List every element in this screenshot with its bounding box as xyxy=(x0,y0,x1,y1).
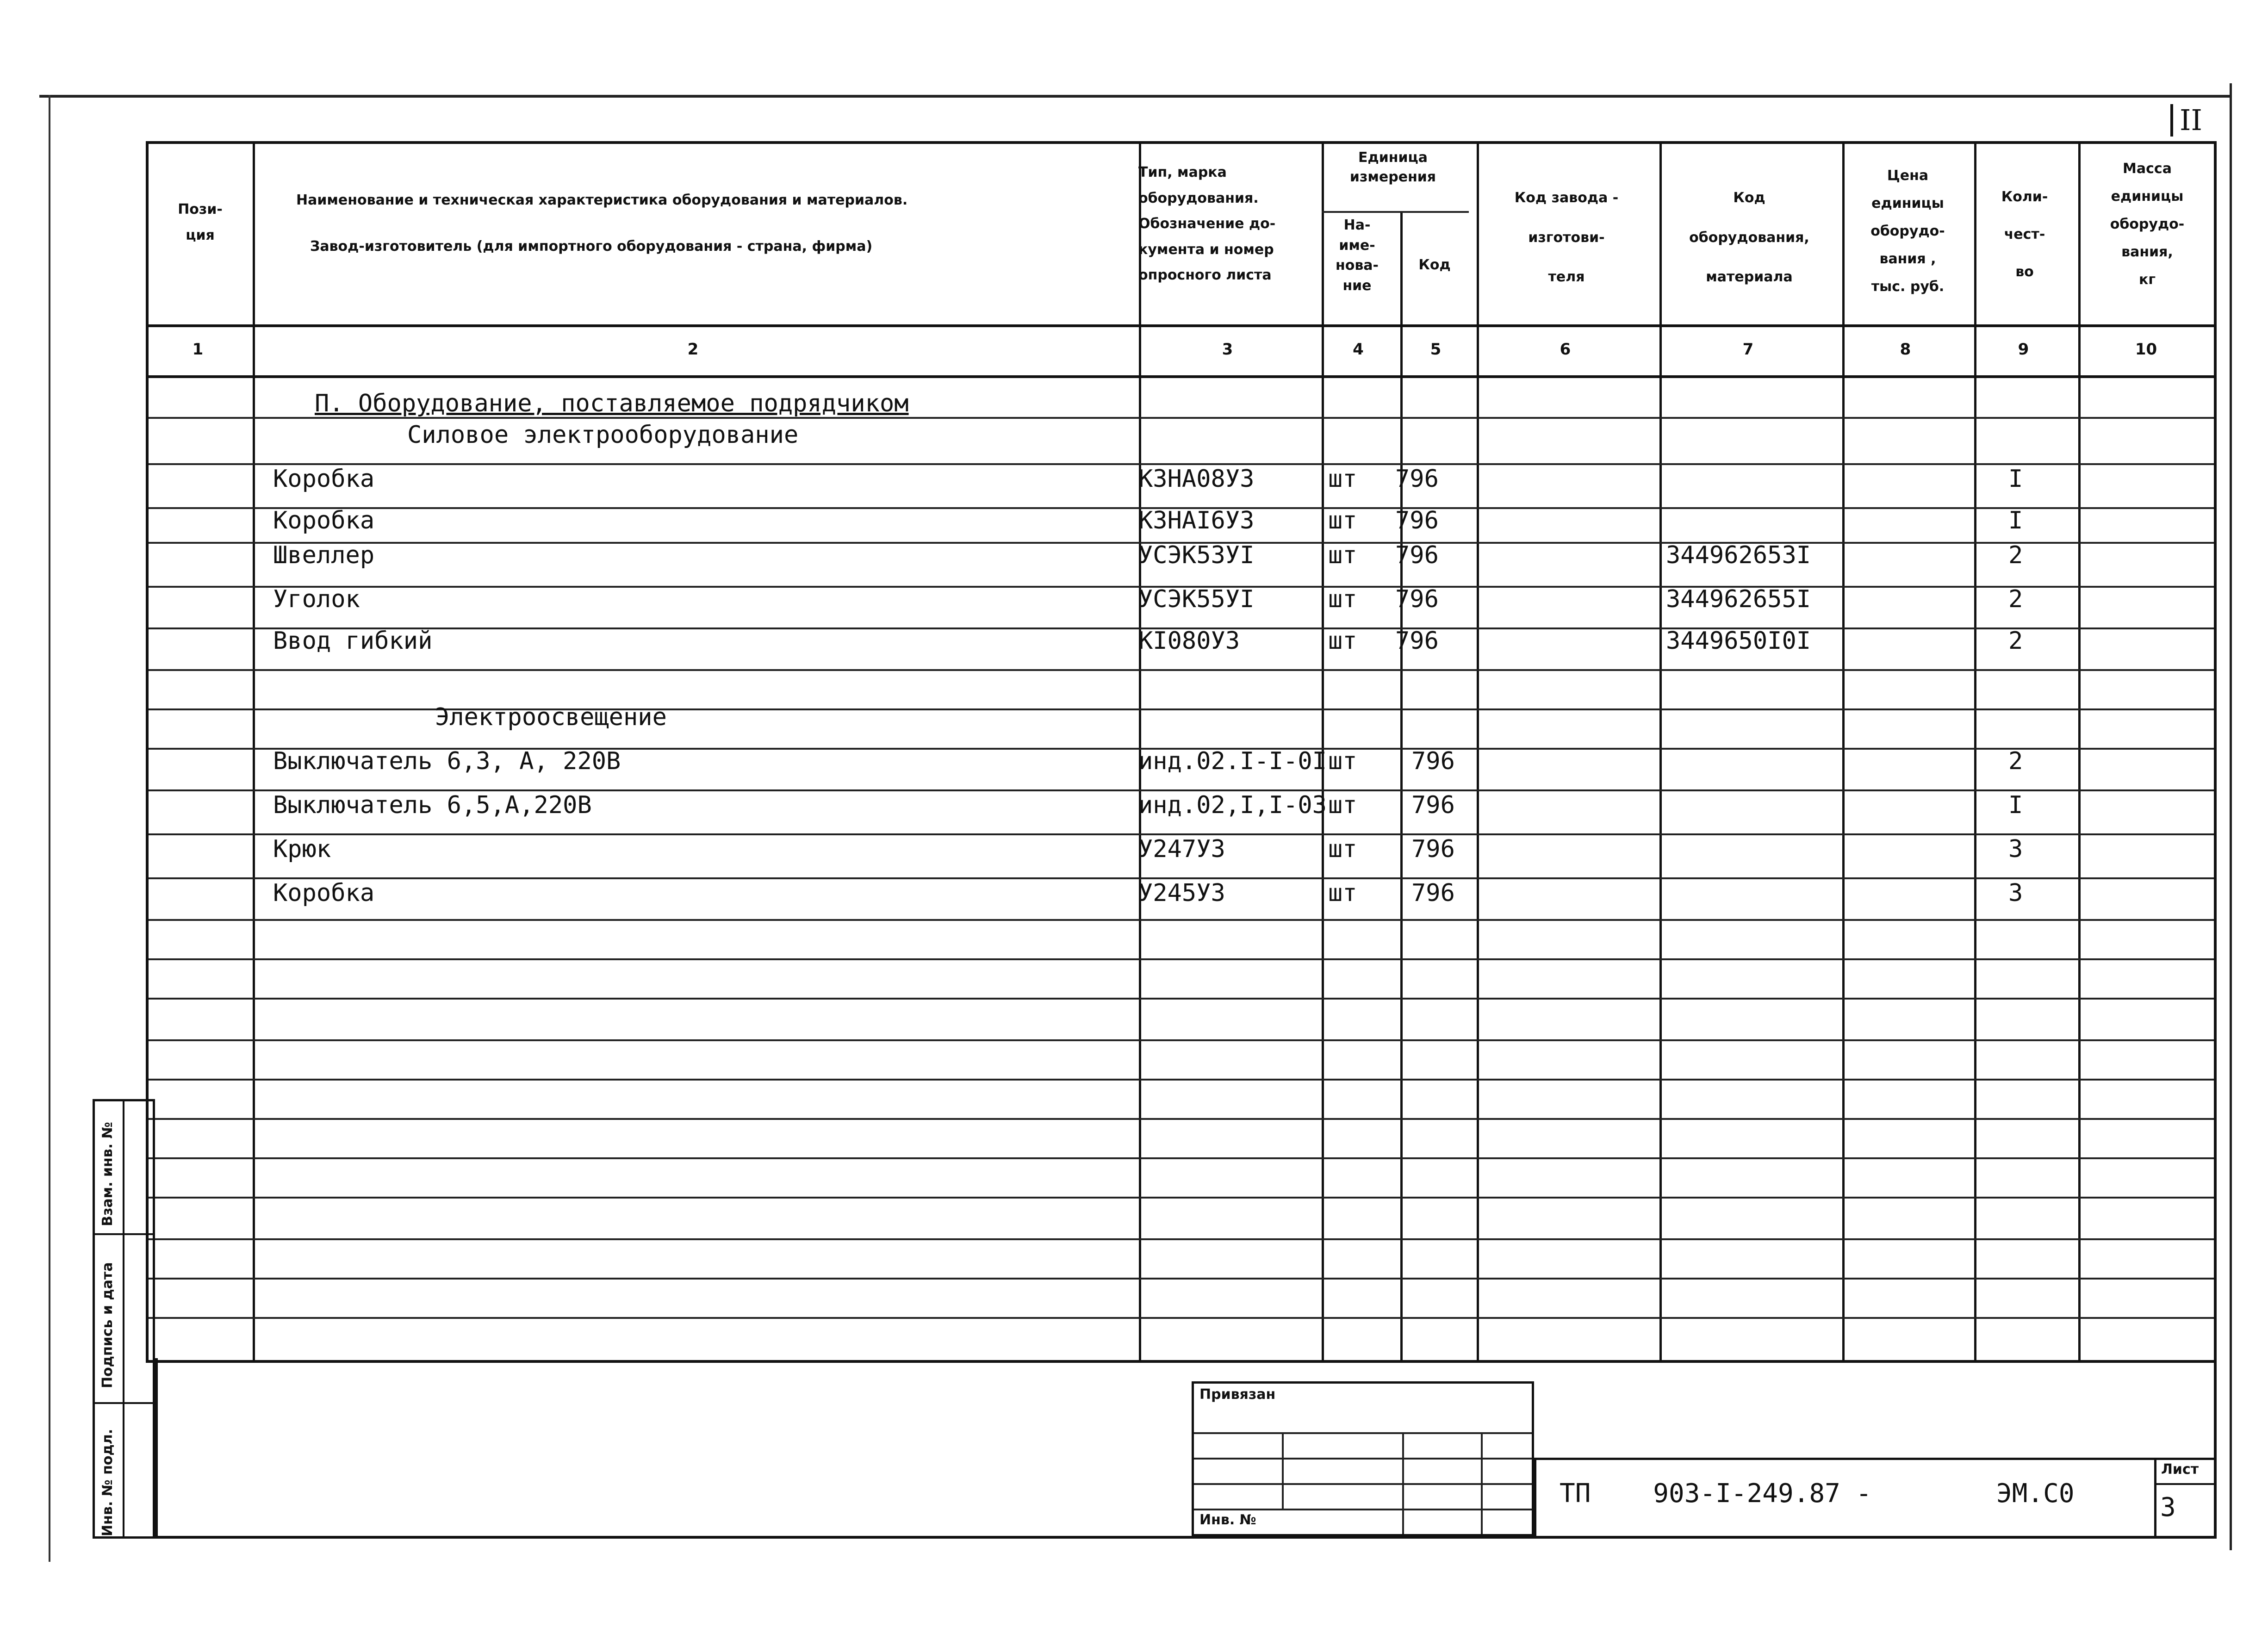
item-quantity: I xyxy=(2008,507,2023,534)
item-unit-code: 796 xyxy=(1395,465,1439,493)
header-mass: Масса единицы оборудо- вания, кг xyxy=(2110,161,2185,288)
item-name: Швеллер xyxy=(273,541,375,569)
header-name-line2: Завод-изготовитель (для импортного оборудования - страна, фирма) xyxy=(310,238,873,255)
binding-block xyxy=(1192,1381,1534,1536)
col-divider xyxy=(1400,211,1403,1360)
item-quantity: I xyxy=(2008,465,2023,493)
item-name: Уголок xyxy=(273,585,360,613)
item-type: УСЭК53УI xyxy=(1138,541,1255,569)
item-type: инд.02.I-I-0I xyxy=(1138,747,1327,775)
item-quantity: I xyxy=(2008,791,2023,819)
item-unit: шт xyxy=(1328,791,1357,819)
item-unit-code: 796 xyxy=(1395,627,1439,655)
item-unit-code: 796 xyxy=(1395,541,1439,569)
binding-label: Привязан xyxy=(1199,1386,1276,1403)
item-equip-code: 3449650I0I xyxy=(1666,627,1811,655)
col-number: 2 xyxy=(687,340,699,359)
item-type: У247УЗ xyxy=(1138,835,1225,863)
col-number: 8 xyxy=(1900,340,1911,359)
item-quantity: 2 xyxy=(2008,747,2023,775)
item-unit: шт xyxy=(1328,541,1357,569)
header-plant-code: Код завода - изготови- теля xyxy=(1514,190,1619,285)
col-number: 4 xyxy=(1353,340,1364,359)
col-number: 10 xyxy=(2135,340,2157,359)
header-position: Пози- ция xyxy=(178,201,223,243)
item-type: У245УЗ xyxy=(1138,879,1225,907)
section-title-power: Силовое электрооборудование xyxy=(407,421,799,449)
section-title-lighting: Электроосвещение xyxy=(435,703,667,731)
item-name: Выключатель 6,3, А, 220В xyxy=(273,747,621,775)
sheet-number: 3 xyxy=(2160,1492,2176,1522)
item-unit-code: 796 xyxy=(1395,507,1439,534)
col-number: 6 xyxy=(1560,340,1571,359)
item-unit: шт xyxy=(1328,507,1357,534)
frame-right-edge xyxy=(2230,83,2232,1550)
colnum-bottom xyxy=(149,375,2214,378)
item-name: Ввод гибкий xyxy=(273,627,433,655)
col-number: 5 xyxy=(1430,340,1442,359)
item-name: Выключатель 6,5,А,220В xyxy=(273,791,592,819)
item-type: КЗНА08УЗ xyxy=(1138,465,1255,493)
item-unit-code: 796 xyxy=(1411,879,1455,907)
item-unit: шт xyxy=(1328,627,1357,655)
header-bottom xyxy=(149,324,2214,327)
item-unit: шт xyxy=(1328,585,1357,613)
item-unit-code: 796 xyxy=(1411,747,1455,775)
corner-sheet-number: II xyxy=(2170,104,2217,137)
item-equip-code: 344962655I xyxy=(1666,585,1811,613)
header-unit: Единица измерения xyxy=(1349,149,1436,185)
col-number: 3 xyxy=(1222,340,1233,359)
item-quantity: 3 xyxy=(2008,835,2023,863)
header-name-line1: Наименование и техническая характеристика оборудования и материалов. xyxy=(296,192,908,208)
section-title-contractor: П. Оборудование, поставляемое подрядчиком xyxy=(315,390,909,417)
header-unit-name: На- име- нова- ние xyxy=(1335,217,1379,294)
header-type: Тип, марка оборудования. Обозначение до- кумента и номер опросного листа xyxy=(1138,164,1276,283)
header-price: Цена единицы оборудо- вания , тыс. руб. xyxy=(1870,168,1945,295)
item-name: Крюк xyxy=(273,835,331,863)
item-type: КЗНАI6УЗ xyxy=(1138,507,1255,534)
item-name: Коробка xyxy=(273,507,375,534)
item-unit: шт xyxy=(1328,879,1357,907)
item-unit: шт xyxy=(1328,835,1357,863)
sheet-separator xyxy=(2154,1483,2217,1485)
item-quantity: 2 xyxy=(2008,541,2023,569)
frame-left-edge xyxy=(49,95,50,1562)
item-type: УСЭК55УI xyxy=(1138,585,1255,613)
col-number: 9 xyxy=(2018,340,2029,359)
header-equip-code: Код оборудования, материала xyxy=(1689,190,1809,285)
item-name: Коробка xyxy=(273,879,375,907)
replace-inv-label: Взам. инв. № xyxy=(99,1122,116,1226)
document-code: ТП 903-I-249.87 - ЭМ.С0 xyxy=(1560,1478,2075,1509)
inv-number-label: Инв. № xyxy=(1199,1512,1256,1528)
item-quantity: 2 xyxy=(2008,627,2023,655)
item-quantity: 2 xyxy=(2008,585,2023,613)
header-quantity: Коли- чест- во xyxy=(2001,189,2048,280)
inv-orig-label: Инв. № подл. xyxy=(99,1429,116,1536)
item-unit: шт xyxy=(1328,465,1357,493)
item-unit-code: 796 xyxy=(1411,791,1455,819)
item-equip-code: 344962653I xyxy=(1666,541,1811,569)
header-unit-code: Код xyxy=(1418,257,1451,273)
unit-header-split xyxy=(1322,211,1469,213)
item-name: Коробка xyxy=(273,465,375,493)
side-strip xyxy=(93,1099,155,1539)
col-number: 7 xyxy=(1742,340,1754,359)
item-type: КI080УЗ xyxy=(1138,627,1240,655)
col-number: 1 xyxy=(192,340,204,359)
sign-date-label: Подпись и дата xyxy=(99,1262,116,1388)
item-type: инд.02,I,I-03 xyxy=(1138,791,1327,819)
item-unit-code: 796 xyxy=(1411,835,1455,863)
sheet-label: Лист xyxy=(2161,1461,2199,1478)
item-unit-code: 796 xyxy=(1395,585,1439,613)
item-quantity: 3 xyxy=(2008,879,2023,907)
item-unit: шт xyxy=(1328,747,1357,775)
